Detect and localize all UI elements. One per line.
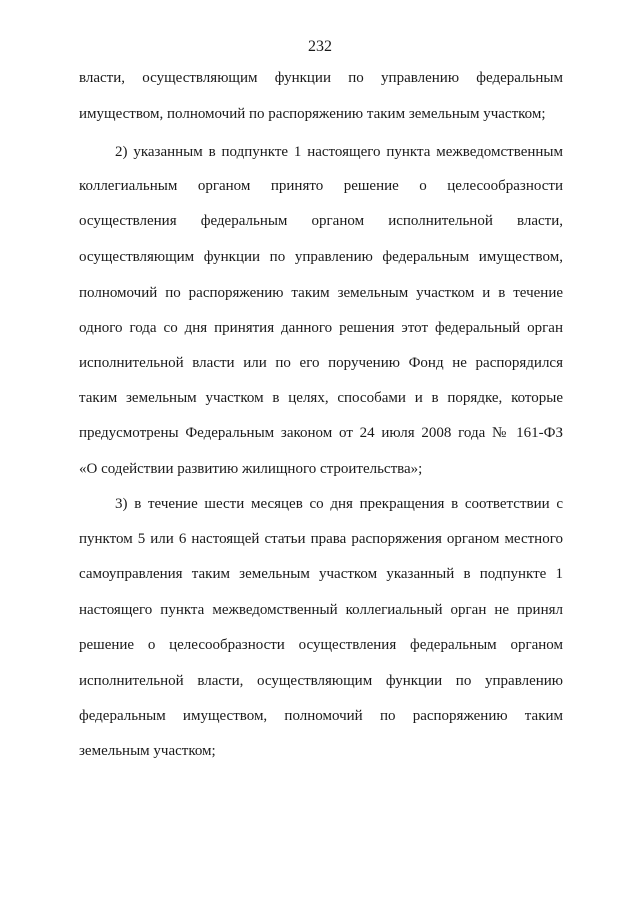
text-line: самоуправления таким земельным участком указанный в подпункте 1	[79, 566, 563, 582]
text-line: настоящего пункта межведомственный коллегиальный орган не принял	[79, 602, 563, 618]
text-line: коллегиальным органом принято решение о целесообразности	[79, 178, 563, 194]
text-line: пунктом 5 или 6 настоящей статьи права распоряжения органом местного	[79, 531, 563, 547]
text-line: 2) указанным в подпункте 1 настоящего пункта межведомственным	[115, 144, 563, 160]
text-line: «О содействии развитию жилищного строительства»;	[79, 461, 423, 477]
text-line: таким земельным участком в целях, способами и в порядке, которые	[79, 390, 563, 406]
text-line: 3) в течение шести месяцев со дня прекращения в соответствии с	[115, 496, 563, 512]
text-line: исполнительной власти или по его поручению Фонд не распорядился	[79, 355, 563, 371]
text-line: осуществляющим функции по управлению федеральным имуществом,	[79, 249, 563, 265]
text-line: земельным участком;	[79, 743, 216, 759]
text-line: решение о целесообразности осуществления федеральным органом	[79, 637, 563, 653]
text-line: предусмотрены Федеральным законом от 24 июля 2008 года № 161-ФЗ	[79, 425, 563, 441]
text-line: полномочий по распоряжению таким земельным участком и в течение	[79, 285, 563, 301]
text-line: имуществом, полномочий по распоряжению таким земельным участком;	[79, 106, 546, 122]
text-line: федеральным имуществом, полномочий по распоряжению таким	[79, 708, 563, 724]
text-line: власти, осуществляющим функции по управлению федеральным	[79, 70, 563, 86]
text-line: исполнительной власти, осуществляющим функции по управлению	[79, 673, 563, 689]
text-line: осуществления федеральным органом исполнительной власти,	[79, 213, 563, 229]
text-line: одного года со дня принятия данного решения этот федеральный орган	[79, 320, 563, 336]
page-number: 232	[308, 38, 332, 55]
